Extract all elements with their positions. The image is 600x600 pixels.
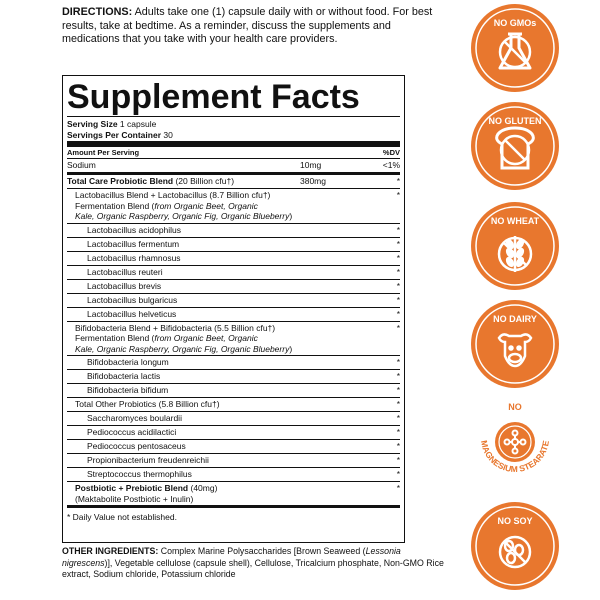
nutrient-dv: * xyxy=(396,399,400,409)
strain-name: Bifidobacteria bifidum xyxy=(67,383,370,397)
servings-value: 30 xyxy=(161,129,173,140)
badge-label: NO GLUTEN xyxy=(488,116,542,126)
facts-header xyxy=(67,147,400,158)
nutrient-dv: * xyxy=(370,383,400,397)
blend-name: Bifidobacteria Blend + Bifidobacteria (5.5 Billion cfu†) xyxy=(75,322,276,333)
table-row xyxy=(67,453,400,467)
badge-no-wheat xyxy=(469,200,561,292)
serving-info xyxy=(67,117,400,141)
nutrient-dv: * xyxy=(370,251,400,265)
nutrient-dv: * xyxy=(370,411,400,425)
nutrient-dv: * xyxy=(370,223,400,237)
strain-name: Lactobacillus brevis xyxy=(67,279,370,293)
directions-text: Adults take one (1) capsule daily with or without food. For best results, take at bedtime. As a reminder, discuss the supplements and medications that you take with your health care providers. xyxy=(62,6,433,45)
nutrient-dv: * xyxy=(370,453,400,467)
strain-name: Streptococcus thermophilus xyxy=(67,467,370,481)
table-row xyxy=(67,158,400,172)
table-row xyxy=(67,355,400,369)
serving-size-label: Serving Size xyxy=(67,119,118,129)
table-row xyxy=(67,439,400,453)
directions-label: DIRECTIONS: xyxy=(62,6,133,18)
badge-label: NO GMOs xyxy=(493,18,537,28)
nutrient-dv: * xyxy=(396,322,400,333)
table-row: Bifidobacteria Blend + Bifidobacteria (5.5 Billion cfu†) Fermentation Blend (from Organic Beet, Organic Kale, Organic Raspberry, Organic Fig, Organic Blueberry) * xyxy=(67,321,400,356)
blend-name: Postbiotic + Prebiotic Blend xyxy=(75,483,189,493)
serving-size-value: 1 capsule xyxy=(117,119,157,129)
dv-header: %DV xyxy=(382,148,400,157)
nutrient-amount: 10mg xyxy=(300,160,322,170)
footnote: * Daily Value not established. xyxy=(67,512,177,522)
strain-name: Propionibacterium freudenreichii xyxy=(67,453,370,467)
table-row: Lactobacillus Blend + Lactobacillus (8.7 Billion cfu†) Fermentation Blend (from Organic Beet, Organic Kale, Organic Raspberry, Organic Fig, Organic Blueberry) * xyxy=(67,188,400,223)
strain-name: Saccharomyces boulardii xyxy=(67,411,370,425)
nutrient-dv: * xyxy=(370,265,400,279)
blend-name: Total Other Probiotics (5.8 Billion cfu†) xyxy=(75,399,220,409)
nutrient-name: Sodium xyxy=(67,160,96,170)
nutrient-dv: * xyxy=(370,467,400,481)
nutrient-dv: * xyxy=(370,237,400,251)
table-row xyxy=(67,279,400,293)
table-row xyxy=(67,237,400,251)
facts-title: Supplement Facts xyxy=(67,78,360,116)
table-row: Postbiotic + Prebiotic Blend (40mg) (Maktabolite Postbiotic + Inulin) * xyxy=(67,481,400,505)
strain-name: Lactobacillus helveticus xyxy=(67,307,370,321)
table-row xyxy=(67,265,400,279)
badge-no-dairy xyxy=(469,298,561,390)
table-row xyxy=(67,251,400,265)
badge-label: NO WHEAT xyxy=(490,216,540,226)
servings-label: Servings Per Container xyxy=(67,129,162,140)
strain-name: Pediococcus pentosaceus xyxy=(67,439,370,453)
blend-name: Lactobacillus Blend + Lactobacillus (8.7 Billion cfu†) xyxy=(75,190,271,200)
nutrient-dv: * xyxy=(370,293,400,307)
ingredients-label: OTHER INGREDIENTS: xyxy=(62,546,159,556)
nutrient-dv: * xyxy=(370,439,400,453)
badge-no-gmo xyxy=(469,2,561,94)
strain-name: Lactobacillus acidophilus xyxy=(67,223,370,237)
strain-name: Pediococcus acidilactici xyxy=(67,425,370,439)
badge-no-soy xyxy=(469,500,561,592)
directions xyxy=(62,6,442,47)
nutrient-dv: <1% xyxy=(382,160,400,170)
nutrient-cfu: (20 Billion cfu†) xyxy=(173,176,235,186)
other-ingredients: OTHER INGREDIENTS: Complex Marine Polysaccharides [Brown Seaweed (Lessonia nigrescens)], Vegetable cellulose (capsule shell), Cellulose, Tricalcium phosphate, Non-GMO Rice extract, Sodium chloride, Potassium chloride xyxy=(62,546,444,579)
table-row xyxy=(67,293,400,307)
nutrient-amount: 380mg xyxy=(300,176,326,186)
strain-name: Bifidobacteria lactis xyxy=(67,369,370,383)
nutrient-dv: * xyxy=(396,483,400,493)
nutrient-dv: * xyxy=(396,176,400,186)
strain-name: Lactobacillus fermentum xyxy=(67,237,370,251)
supplement-facts-panel xyxy=(62,75,405,543)
nutrient-dv: * xyxy=(370,279,400,293)
table-row xyxy=(67,383,400,397)
strain-name: Bifidobacteria longum xyxy=(67,355,370,369)
nutrient-dv: * xyxy=(370,369,400,383)
table-row xyxy=(67,307,400,321)
strain-name: Lactobacillus bulgaricus xyxy=(67,293,370,307)
strain-name: Lactobacillus rhamnosus xyxy=(67,251,370,265)
badge-no-gluten xyxy=(469,100,561,192)
nutrient-name: Total Care Probiotic Blend xyxy=(67,176,174,186)
nutrient-dv: * xyxy=(370,355,400,369)
badge-arc-label: MAGNESIUM STEARATE xyxy=(478,439,551,475)
table-row xyxy=(67,411,400,425)
nutrient-dv: * xyxy=(396,190,400,200)
strain-name: Lactobacillus reuteri xyxy=(67,265,370,279)
badge-label: NO DAIRY xyxy=(493,314,537,324)
table-row xyxy=(67,397,400,411)
table-row xyxy=(67,369,400,383)
nutrient-dv: * xyxy=(370,307,400,321)
table-row xyxy=(67,425,400,439)
table-row xyxy=(67,467,400,481)
badge-label: NO xyxy=(508,402,522,412)
table-row xyxy=(67,175,400,188)
table-row xyxy=(67,223,400,237)
amount-header: Amount Per Serving xyxy=(67,148,140,157)
badge-no-magnesium-stearate xyxy=(469,398,561,490)
nutrient-dv: * xyxy=(370,425,400,439)
badge-label: NO SOY xyxy=(497,516,533,526)
